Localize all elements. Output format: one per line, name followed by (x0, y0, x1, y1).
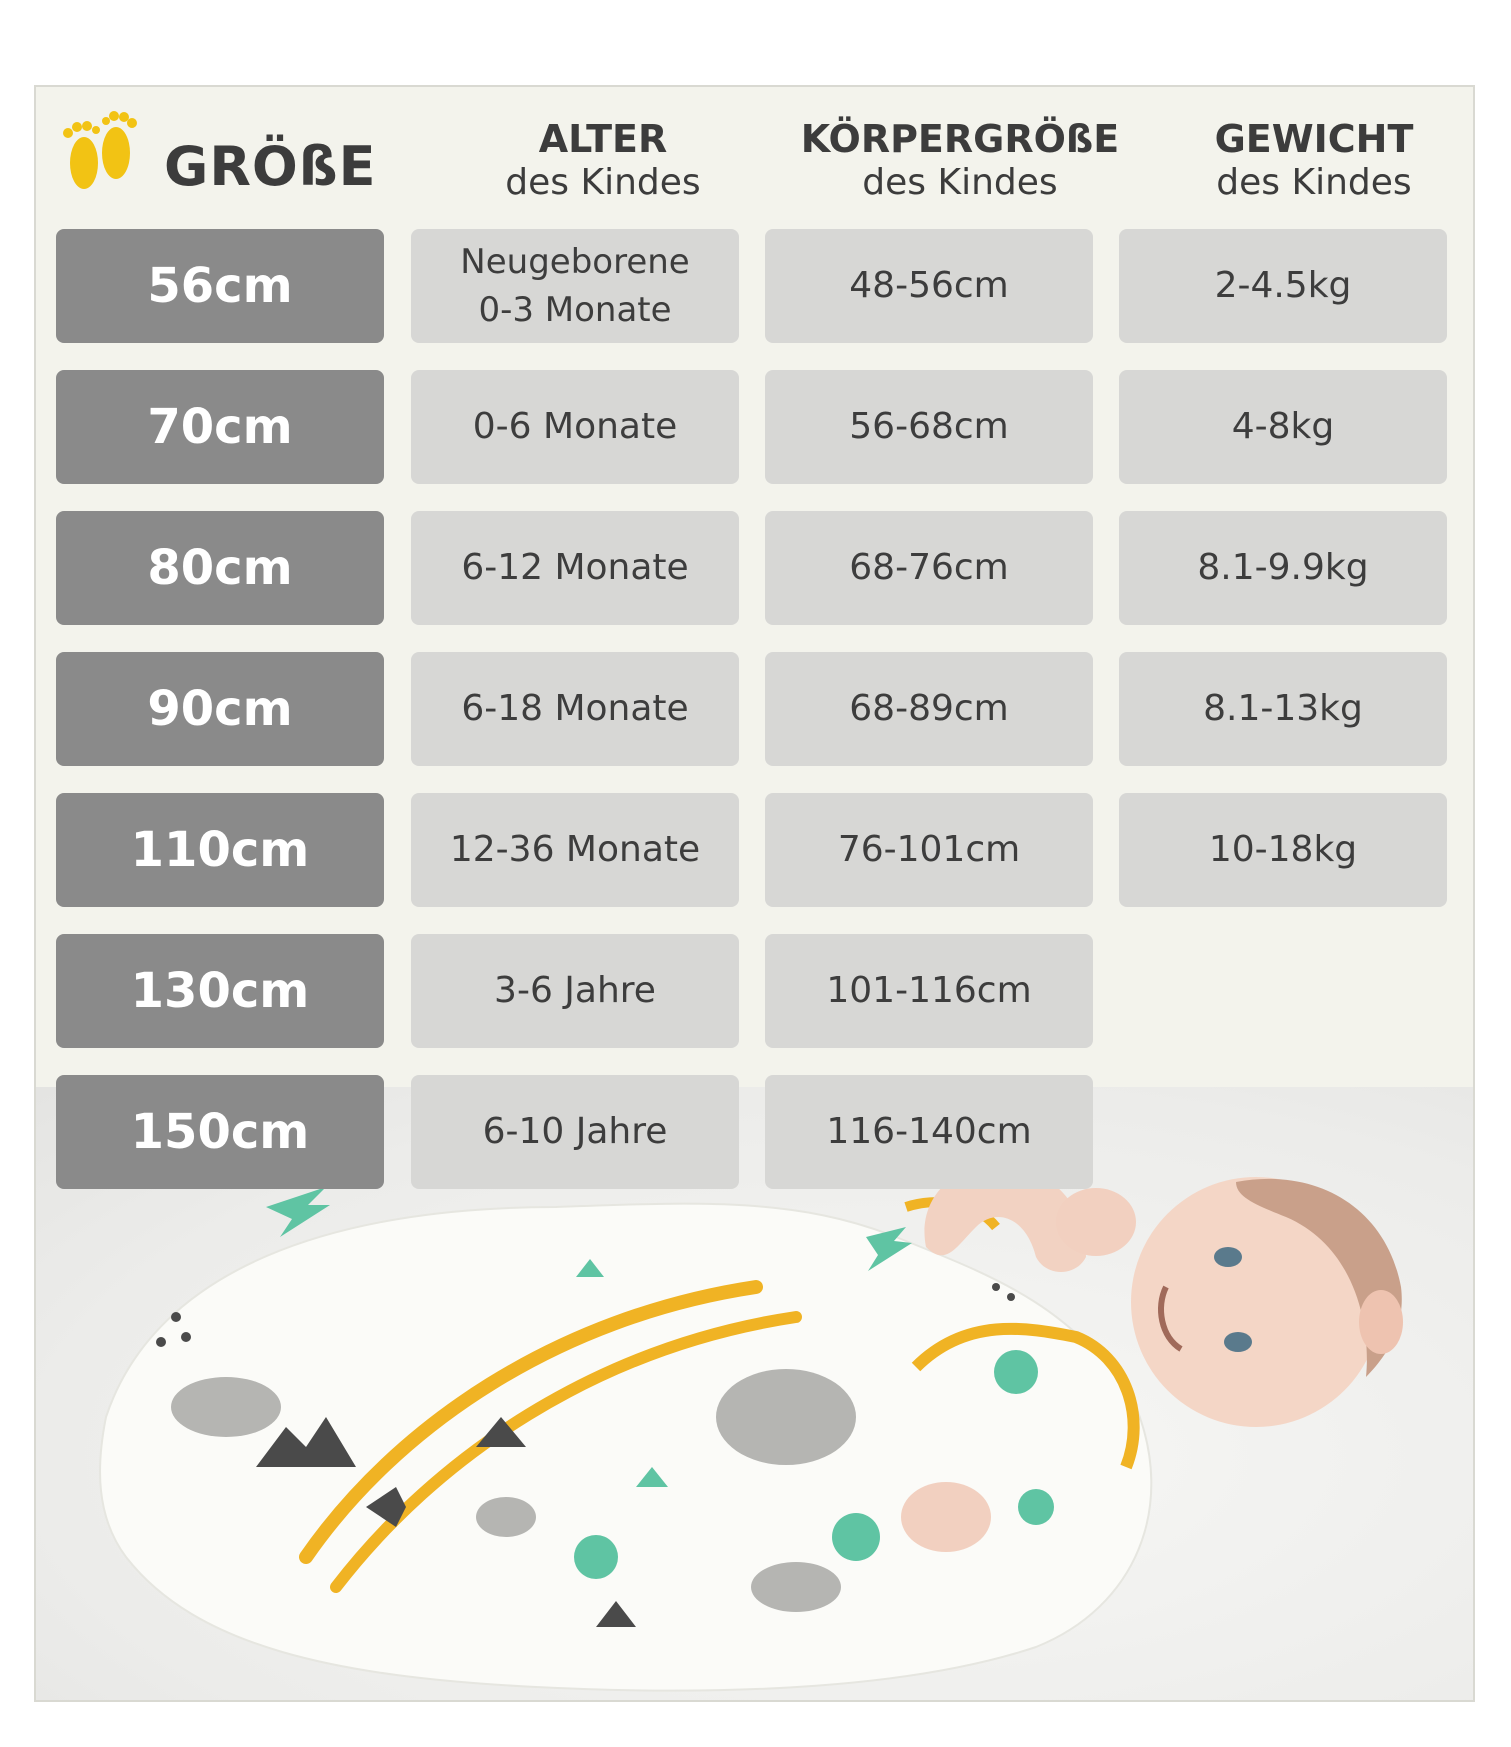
age-cell-80: 6-12 Monate (411, 511, 739, 625)
size-cell-90: 90cm (56, 652, 384, 766)
size-cell-70: 70cm (56, 370, 384, 484)
age-line-months: 0-3 Monate (478, 290, 672, 330)
age-cell-56 (411, 229, 739, 343)
age-cell-110: 12-36 Monate (411, 793, 739, 907)
height-cell-110: 76-101cm (765, 793, 1093, 907)
weight-cell-70: 4-8kg (1119, 370, 1447, 484)
size-cell-80: 80cm (56, 511, 384, 625)
size-chart-panel (34, 85, 1475, 1702)
weight-cell-80: 8.1-9.9kg (1119, 511, 1447, 625)
age-cell-70: 0-6 Monate (411, 370, 739, 484)
size-cell-130: 130cm (56, 934, 384, 1048)
weight-cell-90: 8.1-13kg (1119, 652, 1447, 766)
age-line-newborn: Neugeborene (460, 242, 690, 282)
footprints-icon (58, 111, 144, 201)
weight-cell-110: 10-18kg (1119, 793, 1447, 907)
age-cell-150: 6-10 Jahre (411, 1075, 739, 1189)
height-cell-80: 68-76cm (765, 511, 1093, 625)
weight-column-header (1149, 117, 1475, 205)
size-cell-56: 56cm (56, 229, 384, 343)
size-cell-110: 110cm (56, 793, 384, 907)
age-cell-90: 6-18 Monate (411, 652, 739, 766)
weight-cell-56: 2-4.5kg (1119, 229, 1447, 343)
height-column-title: KÖRPERGRÖßE (800, 117, 1120, 161)
height-column-subtitle: des Kindes (862, 162, 1058, 203)
height-cell-130: 101-116cm (765, 934, 1093, 1048)
weight-column-subtitle: des Kindes (1216, 162, 1412, 203)
height-cell-90: 68-89cm (765, 652, 1093, 766)
height-cell-70: 56-68cm (765, 370, 1093, 484)
height-cell-56: 48-56cm (765, 229, 1093, 343)
age-cell-130: 3-6 Jahre (411, 934, 739, 1048)
age-column-subtitle: des Kindes (505, 162, 701, 203)
age-column-title: ALTER (538, 117, 668, 161)
height-cell-150: 116-140cm (765, 1075, 1093, 1189)
age-column-header (438, 117, 768, 205)
weight-column-title: GEWICHT (1214, 117, 1414, 161)
size-cell-150: 150cm (56, 1075, 384, 1189)
size-column-header: GRÖßE (164, 135, 377, 198)
height-column-header (795, 117, 1125, 205)
